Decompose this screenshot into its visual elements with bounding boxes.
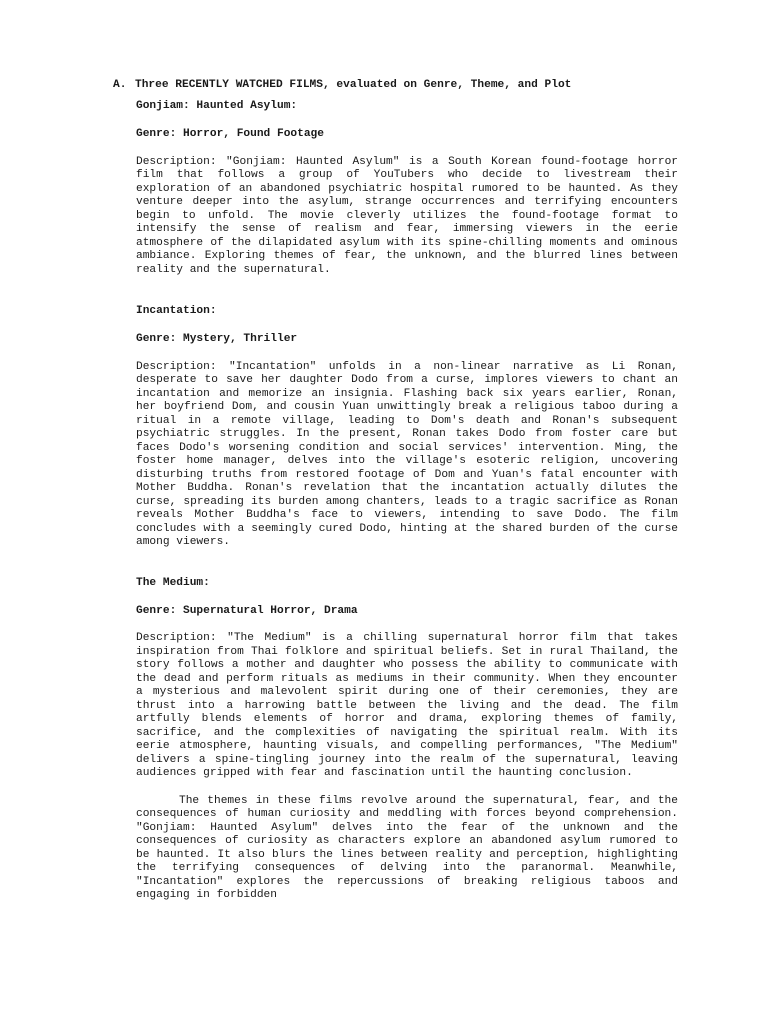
film-entry-the-medium bbox=[136, 577, 678, 781]
film-entry-incantation bbox=[136, 305, 678, 550]
film-genre: Genre: Mystery, Thriller bbox=[136, 333, 298, 345]
film-description: Description: "The Medium" is a chilling supernatural horror film that takes inspiration from Thai folklore and spiritual beliefs. Set in rural Thailand, the story follows a mother and daughter who possess the ability to communicate with the dead and perform rituals as mediums in their community. When they encounter a mysterious and malevolent spirit during one of their ceremonies, they are thrust into a harrowing battle between the living and the dead. The film artfully blends elements of horror and drama, exploring themes of family, sacrifice, and the complexities of navigating the spiritual realm. With its eerie atmosphere, haunting visuals, and compelling performances, "The Medium" delivers a spine-tingling journey into the realm of the supernatural, leaving audiences gripped with fear and fascination until the haunting conclusion. bbox=[136, 632, 678, 779]
film-description: Description: "Incantation" unfolds in a non-linear narrative as Li Ronan, desperate to save her daughter Dodo from a curse, implores viewers to chant an incantation and memorize an insignia. Flashing back six years earlier, Ronan, her boyfriend Dom, and cousin Yuan unwittingly break a religious taboo during a ritual in a remote village, leading to Dom's death and Ronan's subsequent psychiatric struggles. In the present, Ronan takes Dodo from foster care but faces Dodo's worsening condition and social services' intervention. Ming, the foster home manager, delves into the village's esoteric religion, uncovering disturbing truths from restored footage of Dom and Yuan's fatal encounter with Mother Buddha. Ronan's revelation that the incantation actually dilutes the curse, spreading its burden among chanters, leads to a tragic sacrifice as Ronan reveals Mother Buddha's face to viewers, intending to save Dodo. The film concludes with a seemingly cured Dodo, hinting at the shared burden of the curse among viewers. bbox=[136, 360, 678, 548]
section-heading-text: Three RECENTLY WATCHED FILMS, evaluated on Genre, Theme, and Plot bbox=[135, 79, 572, 91]
film-title: Incantation: bbox=[136, 305, 217, 317]
section-heading bbox=[113, 79, 693, 93]
film-entry-gonjiam bbox=[136, 100, 678, 277]
document-body bbox=[136, 100, 678, 903]
film-genre: Genre: Horror, Found Footage bbox=[136, 128, 324, 140]
film-title: Gonjiam: Haunted Asylum: bbox=[136, 100, 298, 112]
themes-paragraph: The themes in these films revolve around the supernatural, fear, and the consequences of human curiosity and meddling with forces beyond comprehension. "Gonjiam: Haunted Asylum" delves into the fear of the unknown and the consequences of curiosity as characters explore an abandoned asylum rumored to be haunted. It also blurs the lines between reality and perception, highlighting the terrifying consequences of delving into the paranormal. Meanwhile, "Incantation" explores the repercussions of breaking religious taboos and engaging in forbidden bbox=[136, 794, 678, 901]
film-genre: Genre: Supernatural Horror, Drama bbox=[136, 604, 358, 617]
film-title: The Medium: bbox=[136, 576, 210, 589]
section-marker: A. bbox=[113, 79, 127, 91]
film-description: Description: "Gonjiam: Haunted Asylum" is a South Korean found-footage horror film that follows a group of YouTubers who decide to livestream their exploration of an abandoned psychiatric hospital rumored to be haunted. As they venture deeper into the asylum, strange occurrences and terrifying encounters begin to unfold. The movie cleverly utilizes the found-footage format to intensify the sense of realism and fear, immersing viewers in the eerie atmosphere of the dilapidated asylum with its spine-chilling moments and ominous ambiance. Exploring themes of fear, the unknown, and the blurred lines between reality and the supernatural. bbox=[136, 155, 678, 276]
